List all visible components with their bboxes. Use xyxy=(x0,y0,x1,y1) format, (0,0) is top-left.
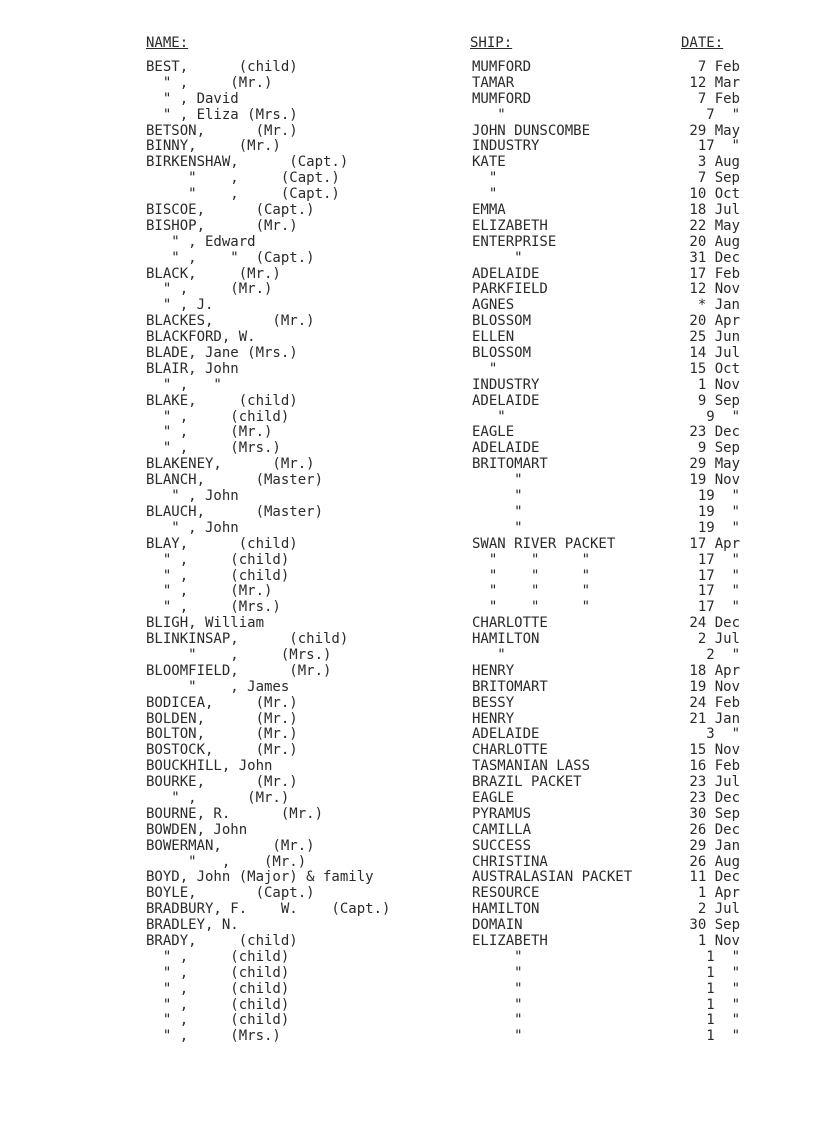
arrival-date: 15 Nov xyxy=(689,742,740,759)
ship-name: " xyxy=(472,503,523,520)
ship-name: " xyxy=(472,996,523,1013)
arrival-date: 29 May xyxy=(689,456,740,473)
ship-name: HAMILTON xyxy=(472,901,540,918)
ship-name: HAMILTON xyxy=(472,631,540,648)
passenger-name: BOUCKHILL, John xyxy=(146,758,273,775)
passenger-name: " , (Mrs.) xyxy=(146,440,281,457)
table-row xyxy=(0,648,816,664)
arrival-date: 1 Nov xyxy=(697,376,740,393)
ship-name: " xyxy=(472,249,523,266)
table-row xyxy=(0,267,816,283)
ship-name: " " " xyxy=(472,567,591,584)
ship-name: " xyxy=(472,472,523,489)
arrival-date: 25 Jun xyxy=(689,329,740,346)
arrival-date: 20 Apr xyxy=(689,313,740,330)
ship-name: " xyxy=(472,360,498,377)
ship-name: " " " xyxy=(472,599,591,616)
ship-name: " " " xyxy=(472,583,591,600)
arrival-date: 2 " xyxy=(706,646,740,663)
arrival-date: 7 Feb xyxy=(697,59,740,75)
ship-name: CHRISTINA xyxy=(472,853,548,870)
ship-name: ENTERPRISE xyxy=(472,233,557,250)
arrival-date: 31 Dec xyxy=(689,249,740,266)
table-row xyxy=(0,727,816,743)
table-row xyxy=(0,1029,816,1045)
arrival-date: 29 May xyxy=(689,122,740,139)
ship-name: ADELAIDE xyxy=(472,440,540,457)
arrival-date: 22 May xyxy=(689,217,740,234)
ship-name: " xyxy=(472,519,523,536)
passenger-name: " , John xyxy=(146,488,239,505)
passenger-name: BISCOE, (Capt.) xyxy=(146,202,315,219)
passenger-name: BEST, (child) xyxy=(146,59,298,75)
table-row xyxy=(0,330,816,346)
passenger-name: " , (Capt.) xyxy=(146,186,340,203)
passenger-name: BLIGH, William xyxy=(146,615,265,632)
ship-name: DOMAIN xyxy=(472,917,523,934)
ship-name: " xyxy=(472,408,506,425)
passenger-name: " , Eliza (Mrs.) xyxy=(146,106,298,123)
passenger-name: " , (Mrs.) xyxy=(146,599,281,616)
passenger-name: " , " (Capt.) xyxy=(146,249,315,266)
table-row xyxy=(0,251,816,267)
arrival-date: 1 " xyxy=(706,1028,740,1045)
ship-name: BLOSSOM xyxy=(472,345,532,362)
ship-name: " xyxy=(472,646,506,663)
arrival-date: 16 Feb xyxy=(689,758,740,775)
passenger-name: " , John xyxy=(146,519,239,536)
passenger-name: BLAY, (child) xyxy=(146,535,298,552)
table-row xyxy=(0,664,816,680)
passenger-name: BRADY, (child) xyxy=(146,932,298,949)
arrival-date: 19 " xyxy=(697,488,740,505)
arrival-date: 24 Feb xyxy=(689,694,740,711)
table-row xyxy=(0,696,816,712)
passenger-name: " , (child) xyxy=(146,408,290,425)
passenger-name: " , (child) xyxy=(146,980,290,997)
arrival-date: 17 " xyxy=(697,583,740,600)
passenger-name: BLACKFORD, W. xyxy=(146,329,256,346)
ship-name: BLOSSOM xyxy=(472,313,532,330)
arrival-date: 23 Jul xyxy=(689,774,740,791)
passenger-name: BLACKES, (Mr.) xyxy=(146,313,315,330)
table-row xyxy=(0,886,816,902)
table-row xyxy=(0,203,816,219)
ship-name: SUCCESS xyxy=(472,837,532,854)
arrival-date: 19 " xyxy=(697,519,740,536)
column-header-name: NAME: xyxy=(146,35,189,51)
arrival-date: 10 Oct xyxy=(689,186,740,203)
ship-name: CAMILLA xyxy=(472,821,532,838)
arrival-date: 17 " xyxy=(697,551,740,568)
table-row xyxy=(0,759,816,775)
ship-name: INDUSTRY xyxy=(472,376,540,393)
passenger-name: " , (Mr.) xyxy=(146,74,273,91)
ship-name: BRAZIL PACKET xyxy=(472,774,582,791)
arrival-date: 1 " xyxy=(706,996,740,1013)
table-row xyxy=(0,966,816,982)
table-row xyxy=(0,171,816,187)
ship-name: " xyxy=(472,964,523,981)
passenger-name: " , Edward xyxy=(146,233,256,250)
arrival-date: 1 " xyxy=(706,980,740,997)
arrival-date: 9 Sep xyxy=(697,392,740,409)
passenger-name: " , (child) xyxy=(146,996,290,1013)
arrival-date: 17 Feb xyxy=(689,265,740,282)
arrival-date: 15 Oct xyxy=(689,360,740,377)
table-row xyxy=(0,918,816,934)
passenger-name: BODICEA, (Mr.) xyxy=(146,694,298,711)
table-row xyxy=(0,362,816,378)
passenger-name: " , (child) xyxy=(146,567,290,584)
table-row xyxy=(0,934,816,950)
arrival-date: 30 Sep xyxy=(689,805,740,822)
arrival-date: 1 " xyxy=(706,1012,740,1029)
table-row xyxy=(0,680,816,696)
ship-name: EMMA xyxy=(472,202,506,219)
arrival-date: 1 Nov xyxy=(697,932,740,949)
passenger-name: BOLDEN, (Mr.) xyxy=(146,710,298,727)
passenger-name: BETSON, (Mr.) xyxy=(146,122,298,139)
passenger-name: " , James xyxy=(146,678,290,695)
passenger-name: " , (child) xyxy=(146,948,290,965)
passenger-name: BOYD, John (Major) & family xyxy=(146,869,374,886)
passenger-name: BOWDEN, John xyxy=(146,821,248,838)
ship-name: TASMANIAN LASS xyxy=(472,758,591,775)
table-row xyxy=(0,235,816,251)
passenger-name: BINNY, (Mr.) xyxy=(146,138,281,155)
table-row xyxy=(0,92,816,108)
ship-name: EAGLE xyxy=(472,424,515,441)
ship-name: " xyxy=(472,1012,523,1029)
table-row xyxy=(0,584,816,600)
table-row xyxy=(0,187,816,203)
table-row xyxy=(0,219,816,235)
table-row xyxy=(0,632,816,648)
arrival-date: 9 " xyxy=(706,408,740,425)
table-row xyxy=(0,425,816,441)
arrival-date: 1 " xyxy=(706,964,740,981)
table-row xyxy=(0,1013,816,1029)
table-row xyxy=(0,489,816,505)
passenger-list xyxy=(0,60,816,1045)
table-row xyxy=(0,505,816,521)
arrival-date: 26 Dec xyxy=(689,821,740,838)
ship-name: SWAN RIVER PACKET xyxy=(472,535,616,552)
ship-name: ELIZABETH xyxy=(472,932,548,949)
arrival-date: 3 Aug xyxy=(697,154,740,171)
passenger-name: BOLTON, (Mr.) xyxy=(146,726,298,743)
arrival-date: 24 Dec xyxy=(689,615,740,632)
table-row xyxy=(0,282,816,298)
passenger-name: BOURKE, (Mr.) xyxy=(146,774,298,791)
table-row xyxy=(0,521,816,537)
ship-name: " xyxy=(472,1028,523,1045)
table-row xyxy=(0,76,816,92)
table-row xyxy=(0,314,816,330)
passenger-name: " , David xyxy=(146,90,239,107)
ship-name: " xyxy=(472,948,523,965)
table-row xyxy=(0,60,816,76)
ship-name: INDUSTRY xyxy=(472,138,540,155)
ship-name: ADELAIDE xyxy=(472,392,540,409)
arrival-date: 17 " xyxy=(697,567,740,584)
table-row xyxy=(0,298,816,314)
table-row xyxy=(0,410,816,426)
arrival-date: 29 Jan xyxy=(689,837,740,854)
passenger-name: " , (Mr.) xyxy=(146,583,273,600)
table-row xyxy=(0,441,816,457)
column-header-date: DATE: xyxy=(681,35,724,51)
passenger-name: BOURNE, R. (Mr.) xyxy=(146,805,324,822)
arrival-date: 12 Nov xyxy=(689,281,740,298)
ship-name: ADELAIDE xyxy=(472,726,540,743)
arrival-date: 9 Sep xyxy=(697,440,740,457)
arrival-date: 20 Aug xyxy=(689,233,740,250)
table-row xyxy=(0,902,816,918)
passenger-name: " , J. xyxy=(146,297,214,314)
ship-name: JOHN DUNSCOMBE xyxy=(472,122,591,139)
passenger-name: BOYLE, (Capt.) xyxy=(146,885,315,902)
table-row xyxy=(0,775,816,791)
arrival-date: 2 Jul xyxy=(697,901,740,918)
table-row xyxy=(0,537,816,553)
passenger-name: " , (Mr.) xyxy=(146,789,290,806)
table-row xyxy=(0,791,816,807)
ship-name: BRITOMART xyxy=(472,678,548,695)
table-row xyxy=(0,553,816,569)
passenger-name: BLINKINSAP, (child) xyxy=(146,631,349,648)
passenger-name: BLAKE, (child) xyxy=(146,392,298,409)
passenger-name: " , (Mr.) xyxy=(146,281,273,298)
arrival-date: 1 " xyxy=(706,948,740,965)
table-row xyxy=(0,124,816,140)
ship-name: ELLEN xyxy=(472,329,515,346)
arrival-date: 17 " xyxy=(697,138,740,155)
passenger-name: BRADBURY, F. W. (Capt.) xyxy=(146,901,391,918)
arrival-date: 30 Sep xyxy=(689,917,740,934)
table-row xyxy=(0,569,816,585)
column-header-ship: SHIP: xyxy=(470,35,513,51)
table-row xyxy=(0,108,816,124)
passenger-name: BLADE, Jane (Mrs.) xyxy=(146,345,298,362)
passenger-name: " , (child) xyxy=(146,551,290,568)
table-row xyxy=(0,139,816,155)
ship-name: AUSTRALASIAN PACKET xyxy=(472,869,633,886)
passenger-name: BLAKENEY, (Mr.) xyxy=(146,456,315,473)
passenger-name: BOWERMAN, (Mr.) xyxy=(146,837,315,854)
arrival-date: 26 Aug xyxy=(689,853,740,870)
passenger-name: " , (Mrs.) xyxy=(146,1028,281,1045)
ship-name: BRITOMART xyxy=(472,456,548,473)
passenger-name: BLACK, (Mr.) xyxy=(146,265,281,282)
passenger-name: " , " xyxy=(146,376,222,393)
table-row xyxy=(0,394,816,410)
passenger-name: " , (child) xyxy=(146,1012,290,1029)
table-row xyxy=(0,600,816,616)
ship-name: EAGLE xyxy=(472,789,515,806)
ship-name: " xyxy=(472,980,523,997)
table-row xyxy=(0,712,816,728)
table-row xyxy=(0,457,816,473)
arrival-date: 17 " xyxy=(697,599,740,616)
passenger-name: " , (Mr.) xyxy=(146,424,273,441)
arrival-date: * Jan xyxy=(697,297,740,314)
arrival-date: 2 Jul xyxy=(697,631,740,648)
passenger-name: BLANCH, (Master) xyxy=(146,472,324,489)
ship-name: PARKFIELD xyxy=(472,281,548,298)
table-row xyxy=(0,807,816,823)
table-row xyxy=(0,839,816,855)
passenger-name: BOSTOCK, (Mr.) xyxy=(146,742,298,759)
arrival-date: 23 Dec xyxy=(689,424,740,441)
ship-name: " xyxy=(472,488,523,505)
table-row xyxy=(0,823,816,839)
passenger-name: " , (Mrs.) xyxy=(146,646,332,663)
table-row xyxy=(0,982,816,998)
ship-name: " xyxy=(472,106,506,123)
table-row xyxy=(0,743,816,759)
ship-name: PYRAMUS xyxy=(472,805,532,822)
arrival-date: 23 Dec xyxy=(689,789,740,806)
table-row xyxy=(0,155,816,171)
table-row xyxy=(0,855,816,871)
passenger-name: " , (child) xyxy=(146,964,290,981)
ship-name: MUMFORD xyxy=(472,59,532,75)
passenger-name: BLAIR, John xyxy=(146,360,239,377)
table-row xyxy=(0,378,816,394)
ship-name: KATE xyxy=(472,154,506,171)
table-row xyxy=(0,950,816,966)
passenger-name: BLOOMFIELD, (Mr.) xyxy=(146,662,332,679)
table-row xyxy=(0,870,816,886)
ship-name: RESOURCE xyxy=(472,885,540,902)
table-row xyxy=(0,346,816,362)
arrival-date: 19 Nov xyxy=(689,678,740,695)
ship-name: BESSY xyxy=(472,694,515,711)
ship-name: ADELAIDE xyxy=(472,265,540,282)
table-row xyxy=(0,998,816,1014)
arrival-date: 18 Jul xyxy=(689,202,740,219)
arrival-date: 14 Jul xyxy=(689,345,740,362)
arrival-date: 3 " xyxy=(706,726,740,743)
arrival-date: 12 Mar xyxy=(689,74,740,91)
ship-name: HENRY xyxy=(472,710,515,727)
ship-name: " xyxy=(472,186,498,203)
ship-name: " xyxy=(472,170,498,187)
passenger-name: BISHOP, (Mr.) xyxy=(146,217,298,234)
arrival-date: 7 " xyxy=(706,106,740,123)
arrival-date: 19 " xyxy=(697,503,740,520)
ship-name: AGNES xyxy=(472,297,515,314)
arrival-date: 7 Feb xyxy=(697,90,740,107)
arrival-date: 1 Apr xyxy=(697,885,740,902)
table-row xyxy=(0,616,816,632)
ship-name: CHARLOTTE xyxy=(472,742,548,759)
ship-name: MUMFORD xyxy=(472,90,532,107)
arrival-date: 7 Sep xyxy=(697,170,740,187)
ship-name: TAMAR xyxy=(472,74,515,91)
ship-name: " " " xyxy=(472,551,591,568)
passenger-name: " , (Mr.) xyxy=(146,853,307,870)
passenger-name: " , (Capt.) xyxy=(146,170,340,187)
table-row xyxy=(0,473,816,489)
arrival-date: 18 Apr xyxy=(689,662,740,679)
ship-name: ELIZABETH xyxy=(472,217,548,234)
arrival-date: 17 Apr xyxy=(689,535,740,552)
arrival-date: 21 Jan xyxy=(689,710,740,727)
passenger-name: BRADLEY, N. xyxy=(146,917,239,934)
arrival-date: 19 Nov xyxy=(689,472,740,489)
ship-name: CHARLOTTE xyxy=(472,615,548,632)
ship-name: HENRY xyxy=(472,662,515,679)
passenger-name: BLAUCH, (Master) xyxy=(146,503,324,520)
passenger-name: BIRKENSHAW, (Capt.) xyxy=(146,154,349,171)
arrival-date: 11 Dec xyxy=(689,869,740,886)
